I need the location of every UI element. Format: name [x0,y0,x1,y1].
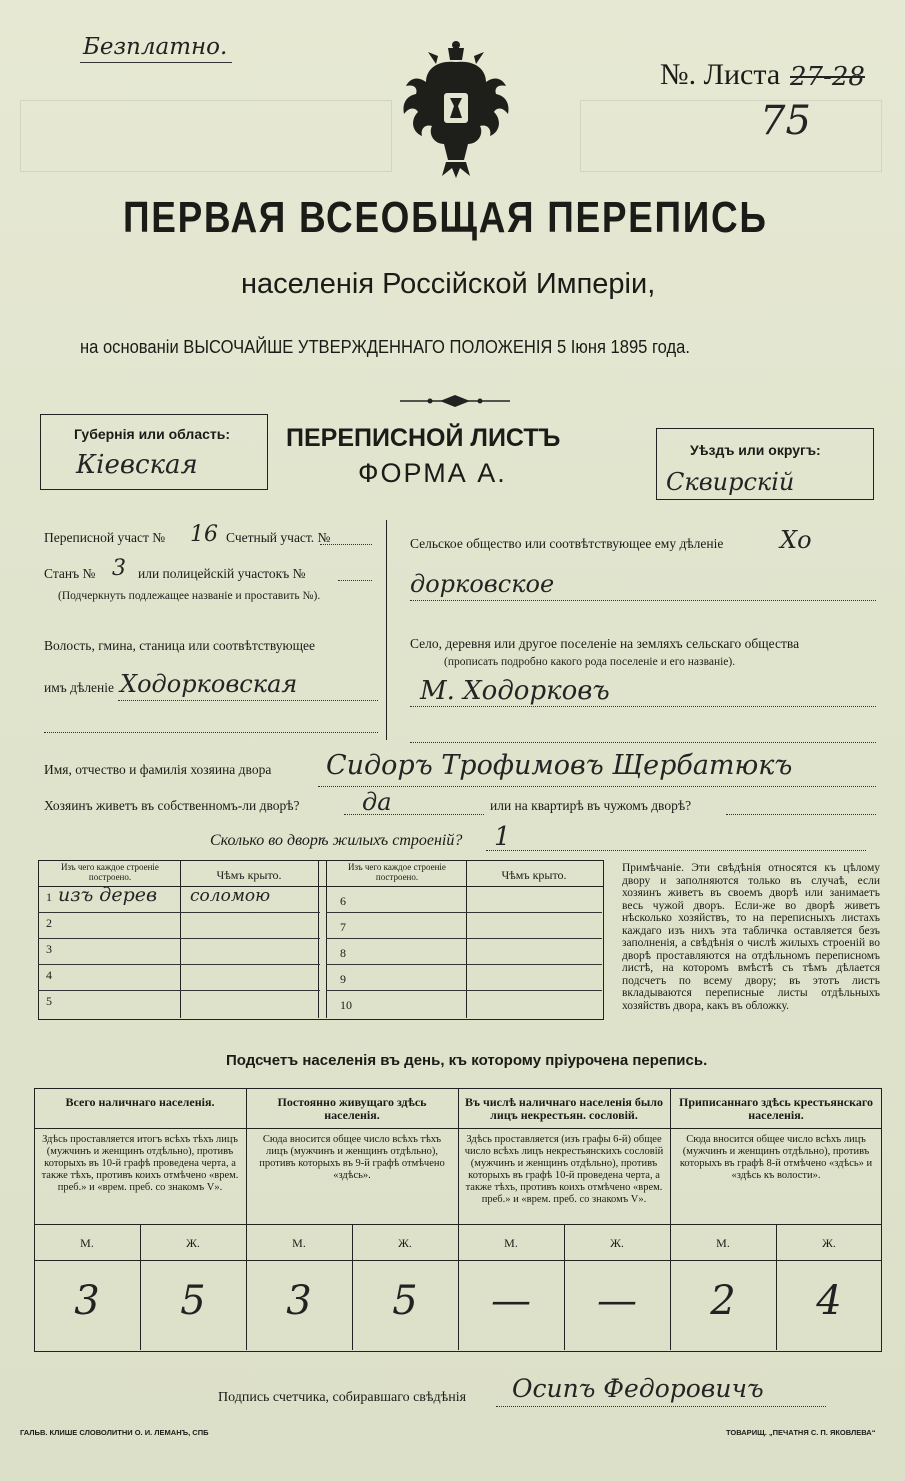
volost-label-1: Волость, гмина, станица или соотвѣтствующее [44,638,315,653]
perepisnoi-label: Переписной участ № [44,530,166,545]
buildings-col-2 [318,860,319,1018]
population-col-head: Приписаннаго здѣсь крестьянскаго населенія. [679,1095,873,1122]
lives-suffix: или на квартирѣ въ чужомъ дворѣ? [490,798,692,813]
selo-note: (прописать подробно какого рода поселеніе и его названіе). [444,656,736,668]
stan-label: Станъ № [44,566,96,581]
obshchestvo-label: Сельское общество или соотвѣтствующее ему дѣленіе [410,536,724,551]
free-underline [80,62,232,63]
gubernia-value: Кіевская [76,450,198,480]
volost-line [118,700,378,701]
schetny-line [320,544,372,545]
building-row-line [38,990,320,991]
female-header: Ж. [610,1236,624,1250]
building-row-number: 6 [340,894,346,908]
male-header: М. [80,1236,94,1250]
population-col-head: Въ числѣ наличнаго населенія было лицъ некрестьян. сословій. [464,1095,664,1122]
volost-label-2: имъ дѣленіе [44,680,115,695]
female-count: 5 [180,1278,206,1324]
buildings-col-1 [180,860,181,1018]
buildings-col-material-left: Изъ чего каждое строеніе построено. [61,862,159,882]
population-col-desc: Здѣсь проставляется (изъ графы 6-й) общее число всѣхъ лицъ некрестьянскихъ сословій (мужчинъ и женщинъ отдѣльно), противъ которыхъ въ графѣ 10-й проведена черта, а также тѣхъ, противъ коихъ отмѣчено «врем. преб.» и «врем. преб. со знакомъ V». [464,1134,664,1205]
buildings-col-3 [326,860,327,1018]
building-row-number: 8 [340,946,346,960]
building-row-line [38,938,320,939]
perepisnoi-value: 16 [190,522,218,547]
buildings-label: Сколько во дворѣ жилыхъ строеній? [210,832,463,849]
double-headed-eagle-icon [396,40,516,180]
building-row-number: 2 [46,916,52,930]
buildings-col-roof-left: Чѣмъ крыто. [216,868,282,882]
building-row-line [38,964,320,965]
building-row-number: 4 [46,968,52,982]
stan-note: (Подчеркнуть подлежащее названіе и проставить №). [58,590,321,602]
uezd-value: Сквирскій [666,468,795,496]
decree-line: на основаніи ВЫСОЧАЙШЕ УТВЕРЖДЕННАГО ПОЛОЖЕНІЯ 5 Іюня 1895 года. [80,337,690,357]
obshchestvo-value-1: Хо [780,526,812,554]
buildings-col-4 [466,860,467,1018]
male-count: — [491,1278,531,1324]
ghost-table-left [20,100,392,172]
stan-line [338,580,372,581]
free-label: Безплатно. [83,34,228,60]
population-col-head: Постоянно живущаго здѣсь населенія. [277,1095,427,1122]
male-header: М. [716,1236,730,1250]
selo-label: Село, деревня или другое поселеніе на земляхъ сельскаго общества [410,636,800,651]
male-count: 3 [286,1278,312,1324]
gubernia-label: Губернія или область: [74,426,231,442]
population-col-head: Всего наличнаго населенія. [65,1095,215,1109]
form-subtitle: ФОРМА А. [358,458,507,488]
uezd-label: Уѣздъ или округъ: [690,442,821,458]
obshchestvo-line [410,600,876,601]
male-header: М. [504,1236,518,1250]
population-title: Подсчетъ населенія въ день, къ которому пріурочена перепись. [226,1052,708,1069]
building-row-line [326,938,602,939]
building-row-number: 5 [46,994,52,1008]
printer-left: ГАЛЬВ. КЛИШЕ СЛОВОЛИТНИ О. И. ЛЕМАНЪ, СПБ [20,1428,209,1437]
building-row-line [326,912,602,913]
signature-label: Подпись счетчика, собиравшаго свѣдѣнія [218,1390,467,1405]
stan-suffix: или полицейскій участокъ № [138,566,306,581]
signature-line [496,1406,826,1407]
owner-line [318,786,876,787]
selo-line [410,706,876,707]
selo-line-2 [410,742,876,743]
female-header: Ж. [822,1236,836,1250]
schetny-label: Счетный участ. № [226,530,331,545]
male-count: 2 [710,1278,736,1324]
pop-head-line [34,1128,882,1129]
female-count: 5 [392,1278,418,1324]
male-header: М. [292,1236,306,1250]
sheet-no-value: 75 [760,98,811,144]
building-row-line [326,964,602,965]
buildings-line [486,850,866,851]
owner-value: Сидоръ Трофимовъ Щербатюкъ [326,750,793,781]
female-header: Ж. [186,1236,200,1250]
building-row-number: 1 [46,890,52,904]
lives-line-2 [726,814,876,815]
volost-value: Ходорковская [120,670,298,698]
subtitle: населенія Россійской Имперіи, [241,268,656,300]
printer-right: ТОВАРИЩ. „ПЕЧАТНЯ С. П. ЯКОВЛЕВА“ [726,1428,876,1437]
population-col-desc: Здѣсь проставляется итогъ всѣхъ тѣхъ лицъ (мужчинъ и женщинъ отдѣльно), противъ которыхъ въ 10-й графѣ проведена черта, а также тѣхъ, противъ коихъ отмѣчено «врем. преб.» и «врем. преб. со знакомъ V». [41,1134,239,1193]
owner-label: Имя, отчество и фамилія хозяина двора [44,762,272,777]
pop-desc-line [34,1224,882,1225]
buildings-col-roof-right: Чѣмъ крыто. [501,868,567,882]
building-roof: соломою [190,886,271,906]
main-title: ПЕРВАЯ ВСЕОБЩАЯ ПЕРЕПИСЬ [123,193,768,242]
buildings-col-material-right: Изъ чего каждое строеніе построено. [348,862,446,882]
building-row-line [38,912,320,913]
stan-value: 3 [112,556,126,581]
form-title: ПЕРЕПИСНОЙ ЛИСТЪ [286,424,561,452]
signature-value: Осипъ Федоровичъ [512,1374,764,1403]
sheet-no-struck: 27-28 [790,62,865,92]
population-col-desc: Сюда вносится общее число всѣхъ лицъ (мужчинъ и женщинъ отдѣльно), противъ которыхъ въ графѣ 8-й отмѣчено «здѣсь» и «здѣсь къ волости». [679,1134,873,1181]
volost-line-2 [44,732,378,733]
male-count: 3 [74,1278,100,1324]
building-row-number: 9 [340,972,346,986]
lives-label: Хозяинъ живетъ въ собственномъ-ли дворѣ? [44,798,300,813]
ornament-divider [400,394,510,408]
buildings-value: 1 [494,822,511,852]
building-row-number: 7 [340,920,346,934]
ghost-table-right [580,100,882,172]
building-material: изъ дерев [58,884,158,906]
population-col-desc: Сюда вносится общее число всѣхъ тѣхъ лицъ (мужчинъ и женщинъ отдѣльно), противъ которыхъ въ 9-й графѣ отмѣчено «здѣсь». [259,1134,445,1181]
fields-divider [386,520,387,740]
female-header: Ж. [398,1236,412,1250]
pop-mf-line [34,1260,882,1261]
female-count: 4 [816,1278,842,1324]
sheet-no-label: №. Листа [660,58,781,91]
buildings-note: Примѣчаніе. Эти свѣдѣнія относятся къ цѣлому двору и заполняются только въ случаѣ, если хозяинъ живетъ въ своемъ дворѣ или занимаетъ весь чужой дворъ. Если-же во дворѣ живетъ нѣсколько хозяйствъ, то на переписныхъ листахъ каждаго изъ нихъ эта табличка оставляется безъ заполненія, а свѣдѣнія о числѣ жилыхъ строеній во дворѣ проставляются на отдѣльномъ переписномъ листѣ, на которомъ вмѣстѣ съ тѣмъ дѣлается подсчетъ по всему двору; въ этотъ листъ вкладываются переписные листы отдѣльныхъ хозяйствъ двора, какъ въ обложку. [622,862,880,1012]
building-row-number: 3 [46,942,52,956]
building-row-line [326,990,602,991]
lives-value: да [362,788,392,816]
building-row-number: 10 [340,998,352,1012]
lives-line [344,814,484,815]
selo-value: М. Ходорковъ [420,676,610,706]
obshchestvo-value-2: дорковское [410,570,555,598]
female-count: — [597,1278,637,1324]
